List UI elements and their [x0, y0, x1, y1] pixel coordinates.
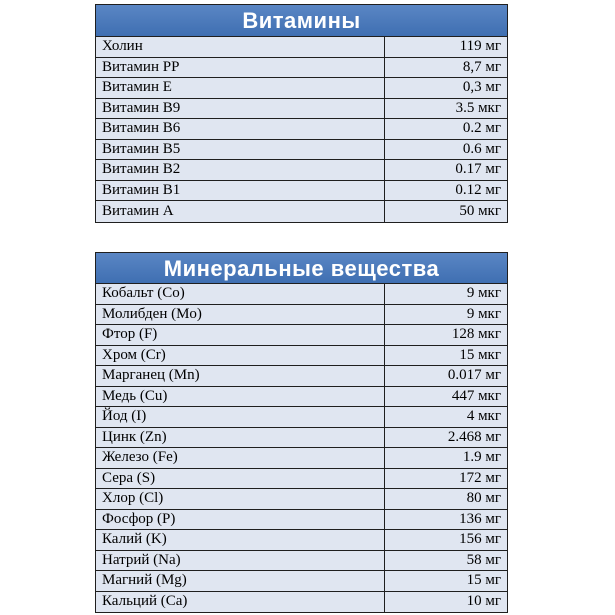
- nutrient-value: 1.9 мг: [462, 449, 501, 466]
- nutrient-name: Хлор (Cl): [96, 489, 385, 509]
- vitamin-row: [96, 99, 507, 120]
- nutrient-name: Калий (K): [96, 530, 385, 550]
- nutrient-name: Натрий (Na): [96, 551, 385, 571]
- nutrient-value: 9 мкг: [466, 285, 501, 302]
- nutrient-value: 50 мкг: [459, 202, 501, 219]
- nutrient-value: 4 мкг: [466, 408, 501, 425]
- nutrient-name: Витамин B2: [96, 160, 385, 180]
- mineral-row: [96, 366, 507, 387]
- nutrient-name: Витамин B6: [96, 119, 385, 139]
- minerals-title: Минеральные вещества: [96, 253, 507, 284]
- mineral-row: [96, 469, 507, 490]
- vitamins-title: Витамины: [96, 5, 507, 37]
- nutrient-name: Фтор (F): [96, 325, 385, 345]
- nutrient-name: Холин: [96, 37, 385, 57]
- mineral-row: [96, 325, 507, 346]
- nutrient-value: 0.2 мг: [462, 120, 501, 137]
- nutrient-name: Кобальт (Co): [96, 284, 385, 304]
- nutrient-value: 128 мкг: [451, 326, 501, 343]
- vitamin-row: [96, 78, 507, 99]
- nutrient-name: Фосфор (P): [96, 510, 385, 530]
- mineral-row: [96, 489, 507, 510]
- mineral-row: [96, 510, 507, 531]
- nutrient-value: 0,3 мг: [462, 79, 501, 96]
- nutrient-value: 0.17 мг: [455, 161, 501, 178]
- vitamin-row: [96, 181, 507, 202]
- vitamin-row: [96, 119, 507, 140]
- mineral-row: [96, 346, 507, 367]
- nutrient-value: 447 мкг: [451, 387, 501, 404]
- nutrient-value: 156 мг: [459, 531, 501, 548]
- vitamin-row: [96, 37, 507, 58]
- nutrient-value: 2.468 мг: [447, 428, 501, 445]
- nutrient-name: Марганец (Mn): [96, 366, 385, 386]
- nutrient-value: 15 мг: [466, 572, 501, 589]
- nutrient-name: Витамин B5: [96, 140, 385, 160]
- nutrient-name: Железо (Fe): [96, 448, 385, 468]
- mineral-row: [96, 448, 507, 469]
- nutrient-value: 80 мг: [466, 490, 501, 507]
- nutrient-value: 58 мг: [466, 551, 501, 568]
- nutrient-value: 9 мкг: [466, 305, 501, 322]
- nutrient-value: 172 мг: [459, 469, 501, 486]
- nutrient-value: 8,7 мг: [462, 58, 501, 75]
- vitamin-row: [96, 201, 507, 222]
- mineral-row: [96, 428, 507, 449]
- mineral-row: [96, 407, 507, 428]
- nutrient-name: Витамин E: [96, 78, 385, 98]
- mineral-row: [96, 305, 507, 326]
- nutrient-value: 3.5 мкг: [455, 99, 501, 116]
- vitamin-row: [96, 140, 507, 161]
- vitamin-row: [96, 58, 507, 79]
- nutrient-name: Медь (Cu): [96, 387, 385, 407]
- vitamins-rows: [96, 37, 507, 222]
- nutrient-name: Кальций (Ca): [96, 592, 385, 613]
- mineral-row: [96, 284, 507, 305]
- nutrient-name: Молибден (Mo): [96, 305, 385, 325]
- minerals-rows: [96, 284, 507, 612]
- mineral-row: [96, 387, 507, 408]
- nutrient-value: 0.12 мг: [455, 181, 501, 198]
- nutrient-value: 136 мг: [459, 510, 501, 527]
- mineral-row: [96, 551, 507, 572]
- nutrient-value: 10 мг: [466, 593, 501, 610]
- vitamin-row: [96, 160, 507, 181]
- nutrient-name: Цинк (Zn): [96, 428, 385, 448]
- mineral-row: [96, 530, 507, 551]
- nutrient-name: Витамин B9: [96, 99, 385, 119]
- vitamins-table: [95, 4, 508, 223]
- mineral-row: [96, 571, 507, 592]
- nutrient-name: Сера (S): [96, 469, 385, 489]
- minerals-table: [95, 252, 508, 613]
- mineral-row: [96, 592, 507, 613]
- nutrient-value: 0.6 мг: [462, 140, 501, 157]
- nutrient-value: 15 мкг: [459, 346, 501, 363]
- nutrient-value: 119 мг: [459, 38, 501, 55]
- nutrient-value: 0.017 мг: [447, 367, 501, 384]
- nutrient-name: Витамин PP: [96, 58, 385, 78]
- nutrient-name: Витамин B1: [96, 181, 385, 201]
- nutrient-name: Витамин A: [96, 201, 385, 222]
- nutrient-name: Магний (Mg): [96, 571, 385, 591]
- nutrient-name: Йод (I): [96, 407, 385, 427]
- nutrient-name: Хром (Cr): [96, 346, 385, 366]
